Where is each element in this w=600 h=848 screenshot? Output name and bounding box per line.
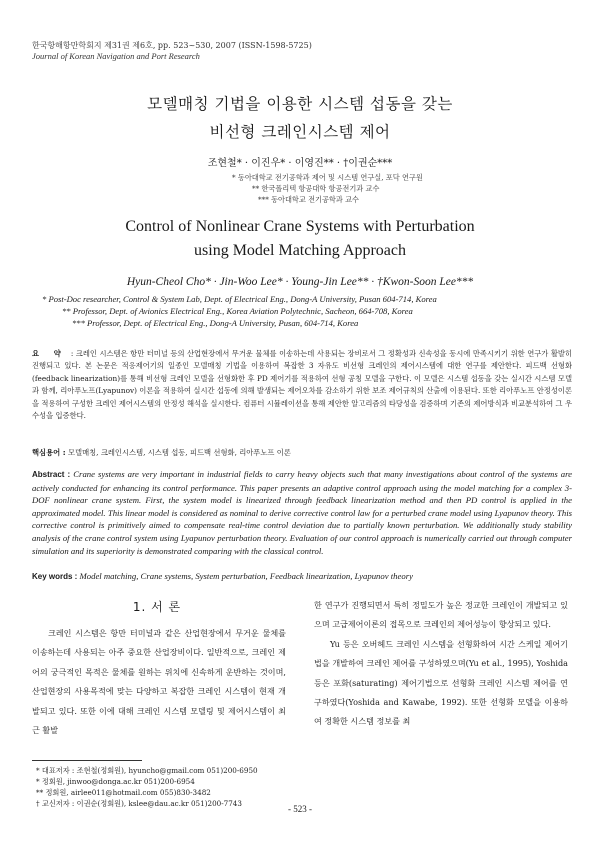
abstract-ko-label: 요 약 <box>32 349 67 358</box>
title-ko-line1: 모델매칭 기법을 이용한 시스템 섭동을 갖는 <box>147 95 453 113</box>
footnote-member-1: * 정회원, jinwoo@donga.ac.kr 051)200-6954 <box>36 777 195 786</box>
footnote-corresponding-author: * 대표저자 : 조현철(정회원), hyuncho@gmail.com 051)200-6950 <box>36 766 258 775</box>
journal-name-en: Journal of Korean Navigation and Port Research <box>32 51 200 61</box>
body-paragraph: Yu 등은 오버헤드 크레인 시스템을 선형화하여 시간 스케일 제어기법을 개발하여 크레인 제어를 구성하였으며(Yu et al., 1995), Yoshida 등은 포화(saturating) 제어기법으로 선형화 크레인 시스템 제어를 연구하였다(Yoshida and Kawabe, 1992). 또한 선형화 모델을 이용하여 정확한 시스템 정보를 최 <box>314 638 568 727</box>
affiliation-ko-2: ** 한국폴리텍 항공대학 항공전기과 교수 <box>252 184 380 193</box>
keywords-ko <box>32 448 572 458</box>
abstract-ko <box>32 348 572 422</box>
title-ko-line2: 비선형 크레인시스템 제어 <box>209 123 391 141</box>
section-title-introduction: 1. 서 론 <box>132 600 182 614</box>
page-number: - 523 - <box>288 804 312 814</box>
authors-en: Hyun-Cheol Cho* · Jin-Woo Lee* · Young-Jin Lee** · †Kwon-Soon Lee*** <box>126 276 474 288</box>
abstract-ko-text: : 크레인 시스템은 항만 터미널 등의 산업현장에서 무거운 물체를 이송하는데 사용되는 장비로서 그 정확성과 신속성을 동시에 만족시키기 위한 연구가 활발히 진행되고 있다. 본 논문은 적응제어기의 일종인 모델매칭 기법을 이용하여 복잡한 3 자유도 비선형 크레인의 제어시스템에 대한 연구를 제안한다. 피드백 선형화(feedback linearization)를 통해 비선형 크레인 모델을 선형화한 후 PD 제어기를 적용하여 선형 공칭 모델을 구한다. 이 모델은 시스템 섭동을 갖는 실시간 시스템 모델과 함께, 리아푸노프(Lyapunov) 이론을 적용하여 실시간 섭동에 의해 발생되는 제어오차를 감소하기 위한 보조 제어규칙의 산출에 이용된다. 또한 리아푸노프 안정성이론을 적용하여 구성한 크레인 제어시스템의 안정성 해석을 실시한다. 컴퓨터 시뮬레이션을 통해 제안한 알고리즘의 타당성을 검증하며 기존의 제어방식과 비교분석하여 그 우수성을 입증한다. <box>32 349 572 421</box>
keywords-ko-label: 핵심용어 : <box>32 448 66 457</box>
body-column-right <box>314 596 568 732</box>
abstract-en <box>32 468 572 557</box>
footnote-member-2: ** 정회원, airlee011@hotmail.com 055)830-3482 <box>36 788 211 797</box>
journal-header <box>32 40 312 62</box>
body-column-left: 크레인 시스템은 항만 터미널과 같은 산업현장에서 무거운 물체를 이송하는데 사용되는 아주 중요한 산업장비이다. 일반적으로, 크레인 제어의 궁극적인 목적은 물체를 원하는 위치에 신속하게 운반하는 것이며, 산업현장의 사용목적에 맞는 다양하고 복잡한 크레인 시스템이 현재 개발되고 있다. 또한 이에 대해 크레인 시스템 모델링 및 제어시스템이 최근 활발 <box>32 628 286 736</box>
title-en-line2: using Model Matching Approach <box>194 242 406 259</box>
affiliation-en-1: * Post-Doc researcher, Control & System Lab, Dept. of Electrical Eng., Dong-A University, Pusan 604-714, Korea <box>42 294 437 304</box>
keywords-en <box>32 571 572 581</box>
abstract-en-label: Abstract : <box>32 470 71 479</box>
footnote-corresponding: † 교신저자 : 이권순(정회원), kslee@dau.ac.kr 051)200-7743 <box>36 799 242 808</box>
footnotes <box>36 765 258 809</box>
affiliation-en-2: ** Professor, Dept. of Avionics Electrical Eng., Korea Aviation Polytechnic, Sacheon, 664-708, Korea <box>62 306 413 316</box>
authors-ko: 조현철* · 이진우* · 이영진** · †이권순*** <box>207 158 393 169</box>
abstract-en-text: Crane systems are very important in industrial fields to carry heavy objects such that many investigations about control of the systems are actively conducted for enhancing its control performance. This paper presents an adaptive control approach using the model matching for a complex 3-DOF nonlinear crane system. First, the system model is linearized through feedback linearization method and then PD control is applied in the approximated model. This linear model is considered as nominal to derive corrective control law for a perturbed crane model using Lyapunov theory. This corrective control is primitively aimed to compensate real-time control deviation due to partially known perturbation. We additionally study stability analysis of the crane control system using Lyapunov perturbation theory. Evaluation of our control approach is numerically carried out through computer simulation and its superiority is demonstrated comparing with the classical control. <box>32 469 573 556</box>
keywords-en-label: Key words : <box>32 572 78 581</box>
affiliation-ko-3: *** 동아대학교 전기공학과 교수 <box>258 195 359 204</box>
footnote-divider <box>32 760 142 761</box>
affiliation-en-3: *** Professor, Dept. of Electrical Eng., Dong-A University, Pusan, 604-714, Korea <box>72 318 359 328</box>
title-en-line1: Control of Nonlinear Crane Systems with Perturbation <box>125 218 475 235</box>
affiliation-ko-1: * 동아대학교 전기공학과 제어 및 시스템 연구실, 포닥 연구원 <box>232 173 423 182</box>
journal-citation: 한국항해항만학회지 제31권 제6호, pp. 523~530, 2007 (ISSN-1598-5725) <box>32 41 312 50</box>
keywords-en-text: Model matching, Crane systems, System perturbation, Feedback linearization, Lyapunov theory <box>79 571 413 581</box>
body-paragraph-continued: 한 연구가 진행되면서 특히 정밀도가 높은 정교한 크레인이 개발되고 있으며 고급제어이론의 접목으로 크레인의 제어성능이 향상되고 있다. <box>314 600 568 630</box>
keywords-ko-text: 모델매칭, 크레인시스템, 시스템 섭동, 피드백 선형화, 리아푸노프 이론 <box>67 448 291 457</box>
